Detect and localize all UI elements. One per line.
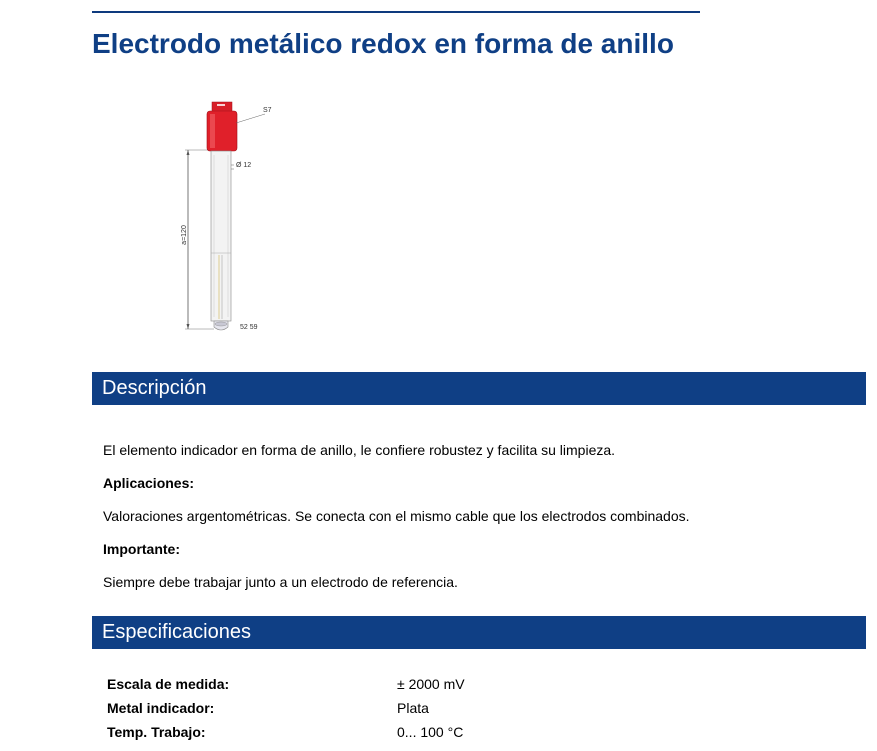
spec-value: ± 2000 mV [397,676,465,692]
page-title: Electrodo metálico redox en forma de anillo [92,28,674,59]
electrode-diagram [170,95,280,340]
length-label: a=120 [181,225,188,245]
applications-text: Valoraciones argentométricas. Se conecta con el mismo cable que los electrodos combinados. [103,508,690,524]
spec-label: Metal indicador: [107,700,215,716]
spec-label: Temp. Trabajo: [107,724,206,740]
important-label: Importante: [103,541,180,557]
important-text: Siempre debe trabajar junto a un electrodo de referencia. [103,574,458,590]
top-divider [92,11,700,13]
diameter-label: Ø 12 [236,162,252,169]
applications-label: Aplicaciones: [103,475,195,491]
spec-value: 0... 100 °C [397,724,464,740]
description-header: Descripción [92,372,866,405]
connector-label: S7 [263,107,272,114]
description-intro: El elemento indicador en forma de anillo, le confiere robustez y facilita su limpieza. [103,442,616,458]
electrode-drawing [170,95,280,340]
specifications-header: Especificaciones [92,616,866,649]
code-label: 52 59 [240,324,258,331]
spec-label: Escala de medida: [107,676,230,692]
spec-value: Plata [397,700,429,716]
connector-top [212,102,232,112]
